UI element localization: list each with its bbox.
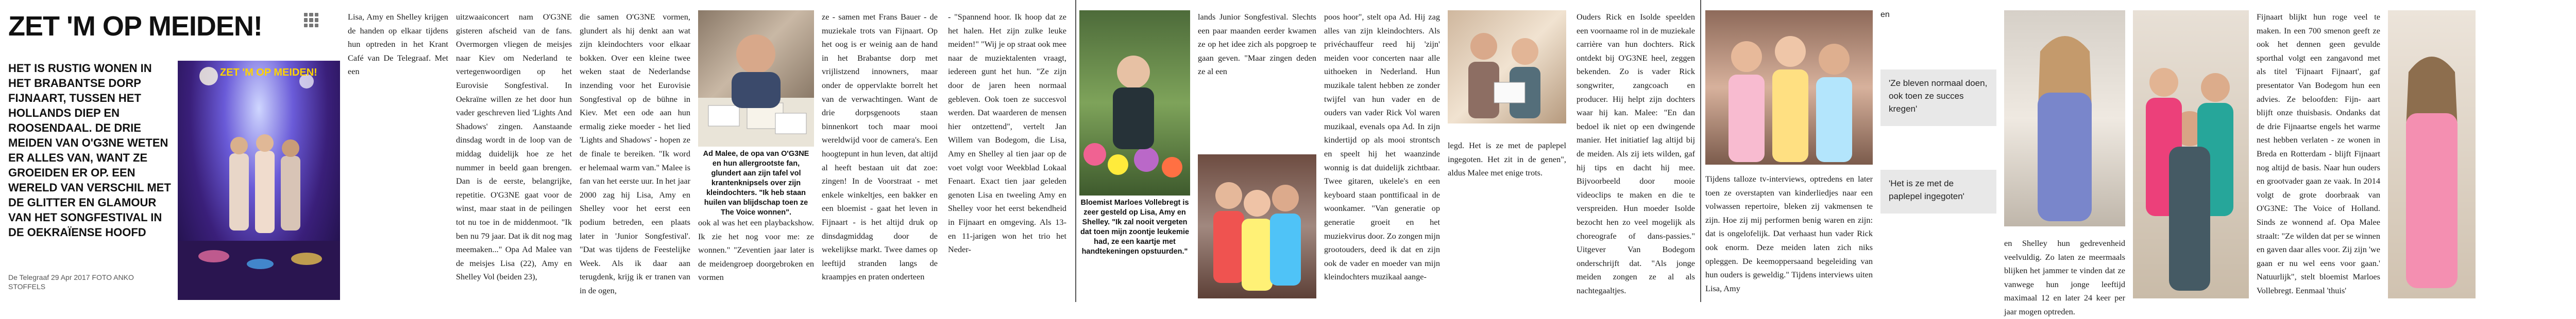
article-column-3: die samen O'G3NE vormen, glundert als hij denkt aan wat zijn kleindochters voor elkaar bokken. Over een kleine twee weken staat de Nederlandse inzending voor het Eurovisie Songfestival op de bühne in Kiev. Met een ode aan hun ermalig zieke moeder - het lied 'Lights and Shadows' - hopen ze de finale te bereiken. "Ik word er helemaal warm van." Malee is fan van het eerste uur. In het jaar 2000 zag hij Lisa, Amy en Shelley voor het eerst een podium betreden, een plaats later in 'Junior Songfestival'. "Dat was tijdens de Feestelijke Week. Als ik daar aan terugdenk, krijg ik er tranen van in de ogen, — [580, 12, 690, 295]
opa-photo — [2133, 10, 2249, 298]
grandfather-caption: Ad Malee, de opa van O'G3NE en hun allergrootste fan, glundert aan zijn tafel vol krantenknipsels over zijn kleindochters. "Ik heb staan huilen van blijdschap toen ze The Voice wonnen". — [703, 150, 809, 217]
family-photo — [1198, 154, 1316, 298]
singer-photo — [2004, 10, 2125, 226]
article-column-5: - "Spannend hoor. Ik hoop dat ze het halen. Het zijn zulke leuke meiden!" "Wij je op straat ook mee naar de muziektalenten vraagt, iedereen gunt het hun. "Ze zijn door de jaren heen normaal gebleven. Ook toen ze succesvol werden. Dat waarderen de mensen hier ontzettend", vertelt Jan Willem van Bodegom, die Lisa, Amy en Shelley al tien jaar op de voet volgt voor Weekblad Lokaal Fenaart. Exact tien jaar geleden genoten Lisa en tweeling Amy en Shelley voor het eerst bekendheid in Fijnaart en omgeving. Als 13- en 11-jarigen won het trio het Neder- — [948, 12, 1066, 255]
florist-caption: Bloemist Marloes Vollebregt is zeer gesteld op Lisa, Amy en Shelley. "Ik zal nooit vergeten dat toen mijn zoontje leukemie had, ze een kaartje met handtekeningen opstuurden." — [1080, 199, 1190, 256]
article-column-9: Tijdens talloze tv-interviews, optredens en later toen ze overstapten van kinderliedjes naar een volwassen repertoire, bleken zij vakmensen te zijn. Hoe zij mij performen benig waren en zijn: dat is ongelofelijk. Dat verhaast hun vader Rick ook enorm. Deze meiden laten zich niks opleggen. De keemoppersaand begeleiding van hun ouders is geweldig." Tijdens interviews uiten Lisa, Amy — [1705, 174, 1873, 293]
article-column-7b: legd. Het is ze met de paplepel ingegoten. Het zit in de genen", aldus Malee met enige trots. — [1448, 140, 1566, 178]
page-number: en — [1880, 10, 1890, 19]
portrait-photo — [2388, 10, 2476, 298]
grandfather-photo — [698, 10, 814, 147]
lead-paragraph: HET IS RUSTIG WONEN IN HET BRABANTSE DORP FIJNAART, TUSSEN HET HOLLANDS DIEP EN ROOSENDAAL. DE DRIE MEIDEN VAN O'G3NE WETEN ER ALLES VAN, WANT ZE GROEIDEN ER OP. EEN WERELD VAN VERSCHIL MET DE GLITTER EN GLAMOUR VAN HET SONGFESTIVAL IN DE OEKRAÏENSE HOOFD — [8, 62, 171, 239]
article-column-7: poos hoor", stelt opa Ad. Hij zag alles van zijn kleindochters. Als privéchauffeur reed hij 'zijn' meiden voor concerten naar alle uithoeken in Nederland. Hun muzikale talent hebben ze zonder twijfel van hun vader en de ouders van vader Rick Vol waren muzikaal, evenals opa Ad. In zijn kindertijd op als mooi strontsch en speelt hij het waanzinde wonnig is dat duidelijk zichtbaar. Twee gitaren, ukelele's en een keyboard staan ponttificaal in de woonkamer. "Van generatie op generatie groeit en het muziekvirus door. Zo zongen mijn grootouders, deed ik dat en zijn ook de vader en moeder van mijn kleindochters muzikaal aange- — [1324, 12, 1440, 282]
kitchen-photo — [1448, 10, 1566, 123]
article-column-4: ze - samen met Frans Bauer - de muziekale trots van Fijnaart. Op het oog is er weinig aan de hand in het Brabantse dorp met vrijlistzend innowners, maar onder de oppervlakte borrelt het van de verwachtingen. Want de drie dorpsgenoots staan binnenkort toch maar mooi wereldwijd voor de camera's. Een hoogtepunt in hun leven, dat altijd al heeft bestaan uit dat zoe: zingen! In de Voorstraat - met enkele winkeltjes, een bakker en een bloemist - gaat het leven in Fijnaart - is het altijd druk op dinsdagmiddag door de wekelijkse markt. Twee dames op leeftijd stranden langs de kraampjes en praten onderteen — [822, 12, 938, 282]
florist-photo — [1079, 10, 1190, 196]
article-column-10: en Shelley hun gedrevenheid veelvuldig. Zo laten ze meermaals blijken het jammer te vinden dat ze vanwege hun jonge leeftijd maximaal 12 en later 24 keer per jaar mogen optreden. — [2004, 238, 2125, 316]
article-column-1: Lisa, Amy en Shelley krijgen de handen op elkaar tijdens hun optreden in het Krant Café van De Telegraaf. Met een — [348, 12, 448, 77]
article-column-3b: ook al was het een playbackshow. Ik zie het nog voor me: ze wonnen." "Zeventien jaar later is de meidengroep doorgebroken en vormen — [698, 218, 814, 282]
concert-photo — [178, 61, 340, 300]
pull-quote-1: 'Ze bleven normaal doen, ook toen ze succes kregen' — [1880, 69, 1996, 126]
article-column-11: Fijnaart blijkt hun roge veel te maken. In een 700 smenon geeft ze ook het dennen geen gevulde sporthal volgt een zangavond met als titel 'Fijnaart Fijnaart', gaf presentator Van Bodegom hun een advies. Ze beloofden: Fijn- aart blijft onze thuisbasis. Ondanks dat de drie Fijnaartse engels het warme nest hebben verlaten - ze wonen in Breda en Rotterdam - blijft Fijnaart nog altijd de basis. Naar hun ouders en grootvader gaan ze vaak. In 2014 volgt de grote doorbraak van O'G3NE: The Voice of Holland. Sinds ze wonnend af. Opa Malee straalt: "Ze wilden dat per se winnen en gaven daar alles voor. Zij zijn 'we gaan er nu wel eens voor gaan.' Natuurlijk", stelt bloemist Marloes Vollebregt. Eenmaal 'thuis' — [2257, 12, 2380, 295]
pull-quote-2: 'Het is ze met de paplepel ingegoten' — [1880, 170, 1996, 214]
headline: ZET 'M OP MEIDEN! — [8, 11, 262, 42]
article-column-2: uitzwaaiconcert nam O'G3NE gisteren afscheid van de fans. Overmorgen vliegen de meisjes naar Kiev om Nederland te vertegenwoordigen op het Eurovisie Songfestival. In Oekraïne willen ze het door hun vader geschreven lied 'Lights And Shadows' zingen. Aanstaande dinsdag wordt in de loop van de middag duidelijk hoe ze het nummer in beeld gaan brengen. Dan is de eerste, belangrijke, repetitie. O'G3NE gaat voor de winst, maar staat in de peilingen tot nu toe in de middenmoot. "Ik ben nu 79 jaar. Dat ik dit nog mag meemaken..." Opa Ad Malee van de meisjes Lisa (22), Amy en Shelley Vol (beiden 23), — [456, 12, 572, 282]
article-column-6: lands Junior Songfestival. Slechts een paar maanden eerder kwamen ze op het idee zich als popgroep te gaan geven. "Maar zingen deden ze al een — [1198, 12, 1316, 77]
grid-menu-icon[interactable] — [304, 13, 318, 27]
photo-credit: De Telegraaf 29 Apr 2017 FOTO ANKO STOFFELS — [8, 273, 134, 291]
photo-tag: ZET 'M OP MEIDEN! — [220, 67, 317, 78]
article-column-8: Ouders Rick en Isolde speelden een voornaame rol in de muziekale carrière van hun dochters. Rick ontdekt bij O'G3NE heel, zeggen bekenden. Zo is vader Rick songwriter, zangcoach en producer. Hij helpt zijn dochters waar hij kan. Malee: "En dan bedoel ik niet op een dwingende manier. Het initiatief lag altijd bij de meiden. Als zij iets wilden, gaf hij tips en dacht hij mee. Bijvoorbeeld door mooie videoclips te maken en die te verspreiden. Hun moeder Isolde bezocht hen zo veel mogelijk als choreografe of dans-passies." Uitgever Van Bodegom onderschrijft dat. "Als jonge meiden zongen ze al als nachtegaaltjes. — [1577, 12, 1695, 295]
page-divider — [1075, 0, 1076, 302]
dressing-room-photo — [1705, 10, 1873, 165]
page-divider-2 — [1700, 0, 1701, 302]
